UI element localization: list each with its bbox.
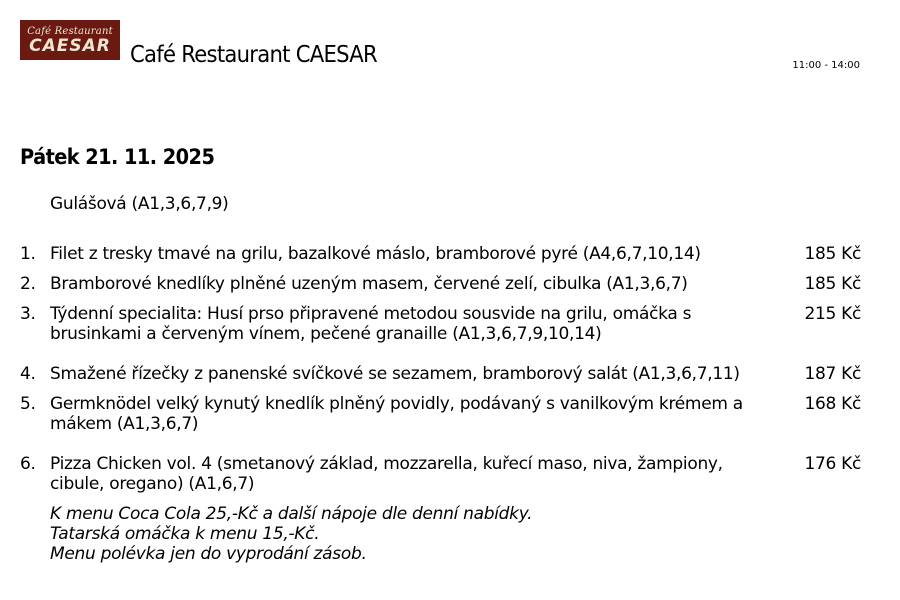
menu-item-description: Germknödel velký kynutý knedlík plněný povidly, podávaný s vanilkovým krémem a mákem (A1,3,6,7) xyxy=(50,394,743,434)
logo-script-text: Café Restaurant xyxy=(27,25,113,37)
page-title: Café Restaurant CAESAR xyxy=(130,42,377,68)
logo-word-text: CAESAR xyxy=(29,35,111,56)
menu-item-description: Bramborové knedlíky plněné uzeným masem, červené zelí, cibulka (A1,3,6,7) xyxy=(50,274,688,294)
menu-item-description: Týdenní specialita: Husí prso připravené metodou sousvide na grilu, omáčka s brusinkami a červeným vínem, pečené granaille (A1,3,6,7,9,10,14) xyxy=(50,304,692,344)
menu-item-description: Pizza Chicken vol. 4 (smetanový základ, mozzarella, kuřecí maso, niva, žampiony, cibule, oregano) (A1,6,7) xyxy=(50,454,723,494)
menu-item-price: 185 Kč xyxy=(804,274,861,294)
menu-notes xyxy=(50,504,532,564)
restaurant-logo xyxy=(20,20,120,60)
note-sauce: Tatarská omáčka k menu 15,-Kč. xyxy=(50,524,320,544)
menu-item-number: 4. xyxy=(20,364,36,384)
note-soup-availability: Menu polévka jen do vyprodání zásob. xyxy=(50,544,367,564)
menu-item-price: 168 Kč xyxy=(804,394,861,414)
menu-item-number: 2. xyxy=(20,274,36,294)
menu-item-description: Smažené řízečky z panenské svíčkové se sezamem, bramborový salát (A1,3,6,7,11) xyxy=(50,364,740,384)
menu-item-price: 185 Kč xyxy=(804,244,861,264)
date-heading: Pátek 21. 11. 2025 xyxy=(20,145,215,169)
menu-item-price: 215 Kč xyxy=(804,304,861,324)
note-drinks: K menu Coca Cola 25,-Kč a další nápoje dle denní nabídky. xyxy=(50,504,533,524)
menu-item-price: 176 Kč xyxy=(804,454,861,474)
menu-item-price: 187 Kč xyxy=(804,364,861,384)
opening-hours: 11:00 - 14:00 xyxy=(792,60,860,71)
menu-item-number: 6. xyxy=(20,454,36,474)
soup-of-the-day: Gulášová (A1,3,6,7,9) xyxy=(50,194,229,214)
menu-item-number: 3. xyxy=(20,304,36,324)
menu-item-number: 1. xyxy=(20,244,36,264)
menu-item-number: 5. xyxy=(20,394,36,414)
menu-item-description: Filet z tresky tmavé na grilu, bazalkové máslo, bramborové pyré (A4,6,7,10,14) xyxy=(50,244,701,264)
